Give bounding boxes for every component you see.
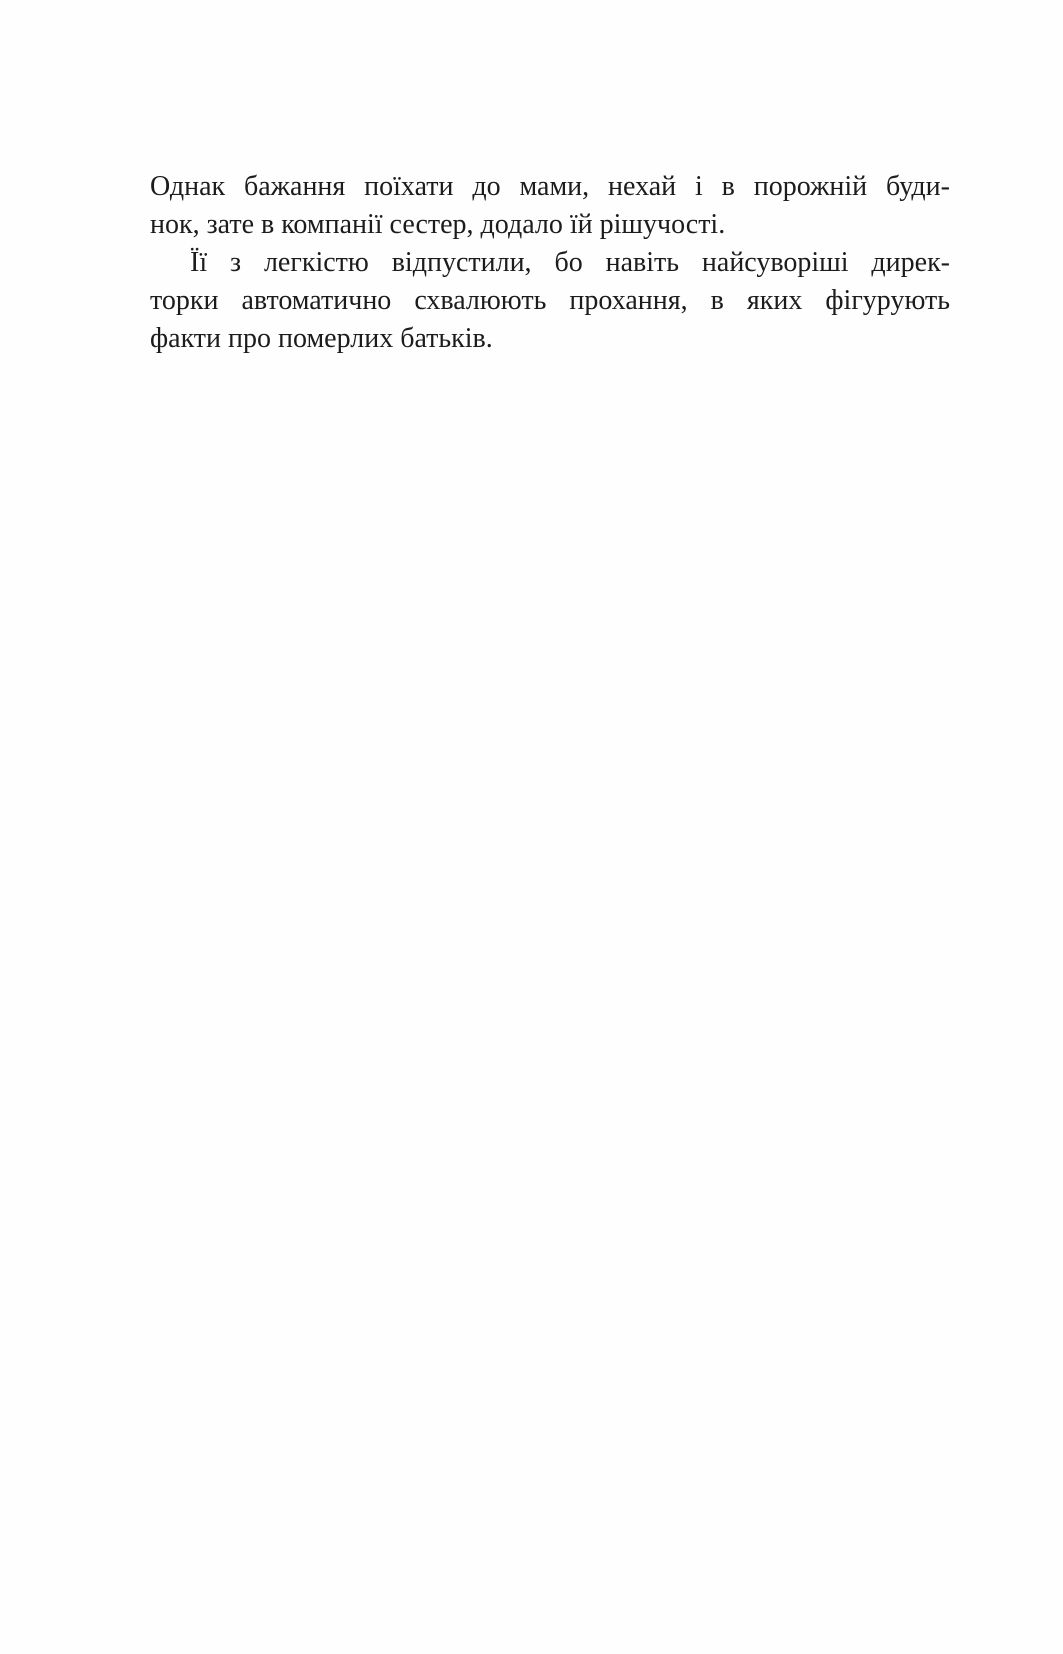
- text-line: торки автоматично схвалюють прохання, в яких фігурують: [150, 285, 950, 316]
- text-line: Однак бажання поїхати до мами, нехай і в порожній буди-: [150, 171, 950, 202]
- text-line: Її з легкістю відпустили, бо навіть найсуворіші дирек-: [190, 247, 950, 278]
- text-line: нок, зате в компанії сестер, додало їй рішучості.: [150, 209, 726, 240]
- paragraph: [150, 244, 950, 358]
- paragraph: [150, 168, 950, 244]
- text-line: факти про померлих батьків.: [150, 323, 493, 354]
- text-block: [150, 168, 950, 358]
